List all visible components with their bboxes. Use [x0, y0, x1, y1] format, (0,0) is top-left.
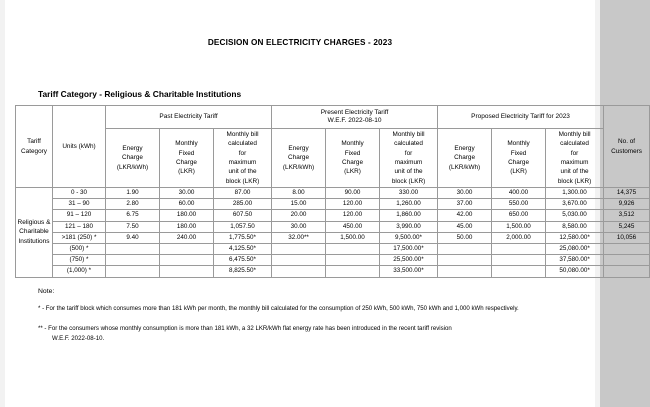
- header-present-energy-charge: Energy Charge (LKR/kWh): [272, 129, 326, 188]
- cell-past-energy: 9.40: [106, 232, 160, 243]
- header-past-energy-charge: Energy Charge (LKR/kWh): [106, 129, 160, 188]
- cell-past-bill: 285.00: [214, 199, 272, 210]
- header-units: Units (kWh): [53, 106, 106, 188]
- cell-proposed-fixed: [492, 255, 546, 266]
- cell-present-bill: 9,500.00*: [380, 232, 438, 243]
- cell-proposed-energy: 45.00: [438, 221, 492, 232]
- table-row: [16, 266, 650, 277]
- cell-present-energy: 15.00: [272, 199, 326, 210]
- cell-proposed-fixed: 550.00: [492, 199, 546, 210]
- cell-present-fixed: 1,500.00: [326, 232, 380, 243]
- cell-customers: [604, 244, 650, 255]
- cell-customers: 10,056: [604, 232, 650, 243]
- cell-present-bill: 17,500.00*: [380, 244, 438, 255]
- cell-proposed-bill: 8,580.00: [546, 221, 604, 232]
- note-double-asterisk-continuation: W.E.F. 2022-08-10.: [52, 335, 105, 343]
- cell-present-energy: 32.00**: [272, 232, 326, 243]
- cell-proposed-bill: 25,080.00*: [546, 244, 604, 255]
- cell-past-energy: 1.90: [106, 188, 160, 199]
- header-group-past: Past Electricity Tariff: [106, 106, 272, 129]
- header-no-of-customers: No. of Customers: [604, 106, 650, 188]
- cell-proposed-fixed: 400.00: [492, 188, 546, 199]
- header-present-monthly-bill: Monthly bill calculated for maximum unit of the block (LKR): [380, 129, 438, 188]
- cell-proposed-fixed: 2,000.00: [492, 232, 546, 243]
- cell-customers: [604, 266, 650, 277]
- cell-units: >181 (250) *: [53, 232, 106, 243]
- cell-present-bill: 1,860.00: [380, 210, 438, 221]
- cell-proposed-bill: 3,670.00: [546, 199, 604, 210]
- cell-past-bill: 8,825.50*: [214, 266, 272, 277]
- header-proposed-monthly-bill: Monthly bill calculated for maximum unit of the block (LKR): [546, 129, 604, 188]
- table-group-header-row: [16, 106, 650, 129]
- cell-customers: 3,512: [604, 210, 650, 221]
- cell-customers: 14,375: [604, 188, 650, 199]
- cell-present-bill: 3,990.00: [380, 221, 438, 232]
- note-single-asterisk: * - For the tariff block which consumes more than 181 kWh per month, the monthly bill calculated for the consumption of 250 kWh, 500 kWh, 750 kWh and 1,000 kWh respectively.: [38, 305, 519, 312]
- cell-proposed-energy: 37.00: [438, 199, 492, 210]
- cell-present-bill: 1,260.00: [380, 199, 438, 210]
- table-row: [16, 232, 650, 243]
- cell-past-bill: 4,125.50*: [214, 244, 272, 255]
- cell-present-fixed: [326, 266, 380, 277]
- cell-present-fixed: 450.00: [326, 221, 380, 232]
- header-group-proposed: Proposed Electricity Tariff for 2023: [438, 106, 604, 129]
- cell-present-fixed: 120.00: [326, 210, 380, 221]
- cell-proposed-bill: 5,030.00: [546, 210, 604, 221]
- cell-past-bill: 87.00: [214, 188, 272, 199]
- cell-proposed-fixed: [492, 244, 546, 255]
- cell-present-energy: [272, 266, 326, 277]
- cell-past-energy: [106, 244, 160, 255]
- cell-customers: [604, 255, 650, 266]
- cell-past-energy: [106, 266, 160, 277]
- header-tariff-category: Tariff Category: [16, 106, 53, 188]
- cell-proposed-energy: [438, 255, 492, 266]
- cell-past-fixed: [160, 266, 214, 277]
- cell-present-bill: 330.00: [380, 188, 438, 199]
- cell-present-energy: [272, 244, 326, 255]
- tariff-category-heading: Tariff Category - Religious & Charitable Institutions: [38, 89, 242, 99]
- table-sub-header-row: [16, 129, 650, 188]
- cell-past-bill: 6,475.50*: [214, 255, 272, 266]
- cell-present-energy: [272, 255, 326, 266]
- tariff-table: [15, 105, 650, 278]
- cell-present-fixed: [326, 244, 380, 255]
- cell-past-bill: 1,775.50*: [214, 232, 272, 243]
- cell-proposed-energy: 50.00: [438, 232, 492, 243]
- table-row: [16, 188, 650, 199]
- cell-proposed-bill: 1,300.00: [546, 188, 604, 199]
- cell-proposed-fixed: 1,500.00: [492, 221, 546, 232]
- cell-proposed-energy: [438, 266, 492, 277]
- table-row: [16, 210, 650, 221]
- note-double-asterisk-text: ** - For the consumers whose monthly consumption is more than 181 kWh, a 32 LKR/kWh flat energy rate has been introduced in the recent tariff revision: [38, 324, 452, 332]
- note-double-asterisk: [38, 324, 578, 345]
- cell-units: 121 – 180: [53, 221, 106, 232]
- cell-proposed-fixed: 650.00: [492, 210, 546, 221]
- cell-customers: 9,926: [604, 199, 650, 210]
- header-proposed-fixed-charge: Monthly Fixed Charge (LKR): [492, 129, 546, 188]
- cell-present-energy: 20.00: [272, 210, 326, 221]
- header-present-fixed-charge: Monthly Fixed Charge (LKR): [326, 129, 380, 188]
- cell-past-bill: 1,057.50: [214, 221, 272, 232]
- cell-past-bill: 607.50: [214, 210, 272, 221]
- cell-customers: 5,245: [604, 221, 650, 232]
- cell-present-fixed: [326, 255, 380, 266]
- cell-proposed-fixed: [492, 266, 546, 277]
- cell-past-energy: 6.75: [106, 210, 160, 221]
- cell-proposed-bill: 37,580.00*: [546, 255, 604, 266]
- cell-units: (500) *: [53, 244, 106, 255]
- cell-proposed-bill: 12,580.00*: [546, 232, 604, 243]
- cell-tariff-category: Religious & Charitable Institutions: [16, 188, 53, 278]
- notes-heading: Note:: [38, 288, 55, 295]
- cell-past-fixed: 60.00: [160, 199, 214, 210]
- header-group-present: Present Electricity Tariff W.E.F. 2022-08-10: [272, 106, 438, 129]
- cell-present-energy: 30.00: [272, 221, 326, 232]
- cell-proposed-bill: 50,080.00*: [546, 266, 604, 277]
- cell-proposed-energy: 30.00: [438, 188, 492, 199]
- header-past-monthly-bill: Monthly bill calculated for maximum unit of the block (LKR): [214, 129, 272, 188]
- notes-section: [38, 288, 578, 354]
- cell-past-fixed: [160, 255, 214, 266]
- cell-past-energy: 7.50: [106, 221, 160, 232]
- cell-past-fixed: 180.00: [160, 210, 214, 221]
- header-past-fixed-charge: Monthly Fixed Charge (LKR): [160, 129, 214, 188]
- cell-proposed-energy: 42.00: [438, 210, 492, 221]
- table-row: [16, 255, 650, 266]
- table-row: [16, 244, 650, 255]
- page-title: DECISION ON ELECTRICITY CHARGES - 2023: [207, 38, 393, 47]
- header-proposed-energy-charge: Energy Charge (LKR/kWh): [438, 129, 492, 188]
- cell-present-fixed: 90.00: [326, 188, 380, 199]
- cell-units: (750) *: [53, 255, 106, 266]
- cell-units: 0 - 30: [53, 188, 106, 199]
- cell-present-bill: 25,500.00*: [380, 255, 438, 266]
- cell-present-energy: 8.00: [272, 188, 326, 199]
- table-row: [16, 221, 650, 232]
- cell-past-fixed: 30.00: [160, 188, 214, 199]
- cell-present-bill: 33,500.00*: [380, 266, 438, 277]
- cell-units: 91 – 120: [53, 210, 106, 221]
- cell-past-fixed: 180.00: [160, 221, 214, 232]
- table-body: [16, 188, 650, 278]
- cell-units: (1,000) *: [53, 266, 106, 277]
- cell-past-energy: 2.80: [106, 199, 160, 210]
- table-row: [16, 199, 650, 210]
- cell-past-energy: [106, 255, 160, 266]
- cell-proposed-energy: [438, 244, 492, 255]
- cell-units: 31 – 90: [53, 199, 106, 210]
- cell-past-fixed: [160, 244, 214, 255]
- cell-past-fixed: 240.00: [160, 232, 214, 243]
- cell-present-fixed: 120.00: [326, 199, 380, 210]
